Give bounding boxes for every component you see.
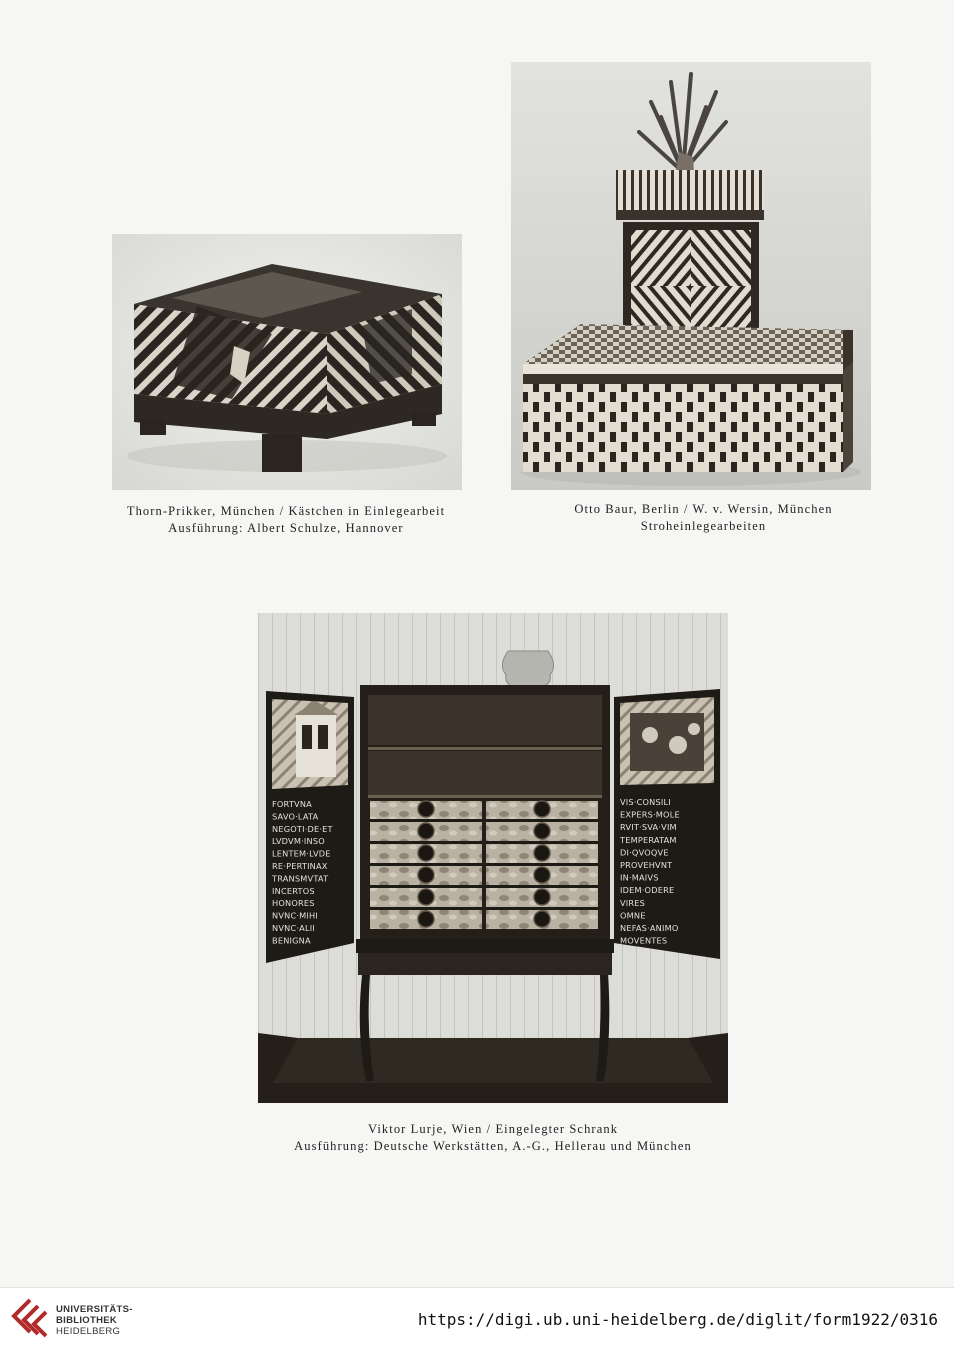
inlaid-cabinet-image: [258, 613, 728, 1103]
inscription-line: IN·MAIVS: [620, 872, 659, 883]
institution-line2: BIBLIOTHEK: [56, 1315, 118, 1326]
inscription-line: IDEM·ODERE: [620, 885, 675, 896]
inscription-line: PROVEHVNT: [620, 860, 673, 870]
caption-left-line1: Thorn-Prikker, München / Kästchen in Einlegearbeit: [126, 504, 446, 518]
institution-line1: UNIVERSITÄTS-: [56, 1304, 133, 1315]
caption-right: [511, 501, 896, 535]
inscription-line: LENTEM·LVDE: [272, 848, 331, 859]
inscription-line: DI·QVOQVE: [620, 847, 669, 858]
inscription-line: SAVO·LATA: [272, 811, 319, 822]
inscription-line: MOVENTES: [620, 935, 668, 946]
inscription-line: HONORES: [272, 898, 315, 909]
inscription-line: VIRES: [620, 897, 646, 908]
inscription-line: BENIGNA: [272, 935, 311, 946]
caption-left-line2: Ausführung: Albert Schulze, Hannover: [168, 521, 404, 535]
inscription-line: FORTVNA: [272, 799, 312, 809]
photo-straw-boxes: [511, 62, 871, 490]
inscription-line: NEFAS·ANIMO: [620, 923, 679, 933]
viewer-footer: [0, 1287, 954, 1356]
permalink-url[interactable]: https://digi.ub.uni-heidelberg.de/diglit/form1922/0316: [417, 1310, 938, 1329]
inscription-line: TRANSMVTAT: [272, 873, 329, 884]
institution-name[interactable]: [56, 1304, 133, 1337]
straw-boxes-image: [511, 62, 871, 490]
inscription-line: LVDVM·INSO: [272, 836, 325, 847]
inscription-line: RVIT·SVA·VIM: [620, 822, 677, 833]
institution-line3: HEIDELBERG: [56, 1326, 121, 1337]
inscription-line: RE·PERTINAX: [272, 861, 328, 871]
caption-right-line2: Stroheinlegearbeiten: [640, 519, 767, 533]
inscription-line: OMNE: [620, 910, 646, 921]
photo-inlaid-box: [112, 234, 462, 490]
caption-right-line1: Otto Baur, Berlin / W. v. Wersin, München: [574, 502, 833, 516]
inscription-line: NVNC·MIHI: [272, 910, 319, 921]
inlaid-box-image: [112, 234, 462, 490]
inscription-line: VIS·CONSILI: [620, 797, 671, 807]
inscription-line: INCERTOS: [272, 885, 315, 896]
inscription-line: TEMPERATAM: [620, 834, 677, 845]
inscription-line: EXPERS·MOLE: [620, 809, 680, 820]
caption-bottom-line2: Ausführung: Deutsche Werkstätten, A.-G., Hellerau und München: [294, 1139, 692, 1153]
inscription-line: NEGOTI·DE·ET: [272, 823, 333, 834]
photo-inlaid-cabinet: [258, 613, 728, 1103]
inscription-line: NVNC·ALII: [272, 923, 315, 933]
caption-bottom-line1: Viktor Lurje, Wien / Eingelegter Schrank: [367, 1122, 619, 1136]
university-logo-icon[interactable]: [10, 1296, 50, 1344]
caption-bottom: [200, 1121, 786, 1155]
caption-left: [70, 503, 502, 537]
